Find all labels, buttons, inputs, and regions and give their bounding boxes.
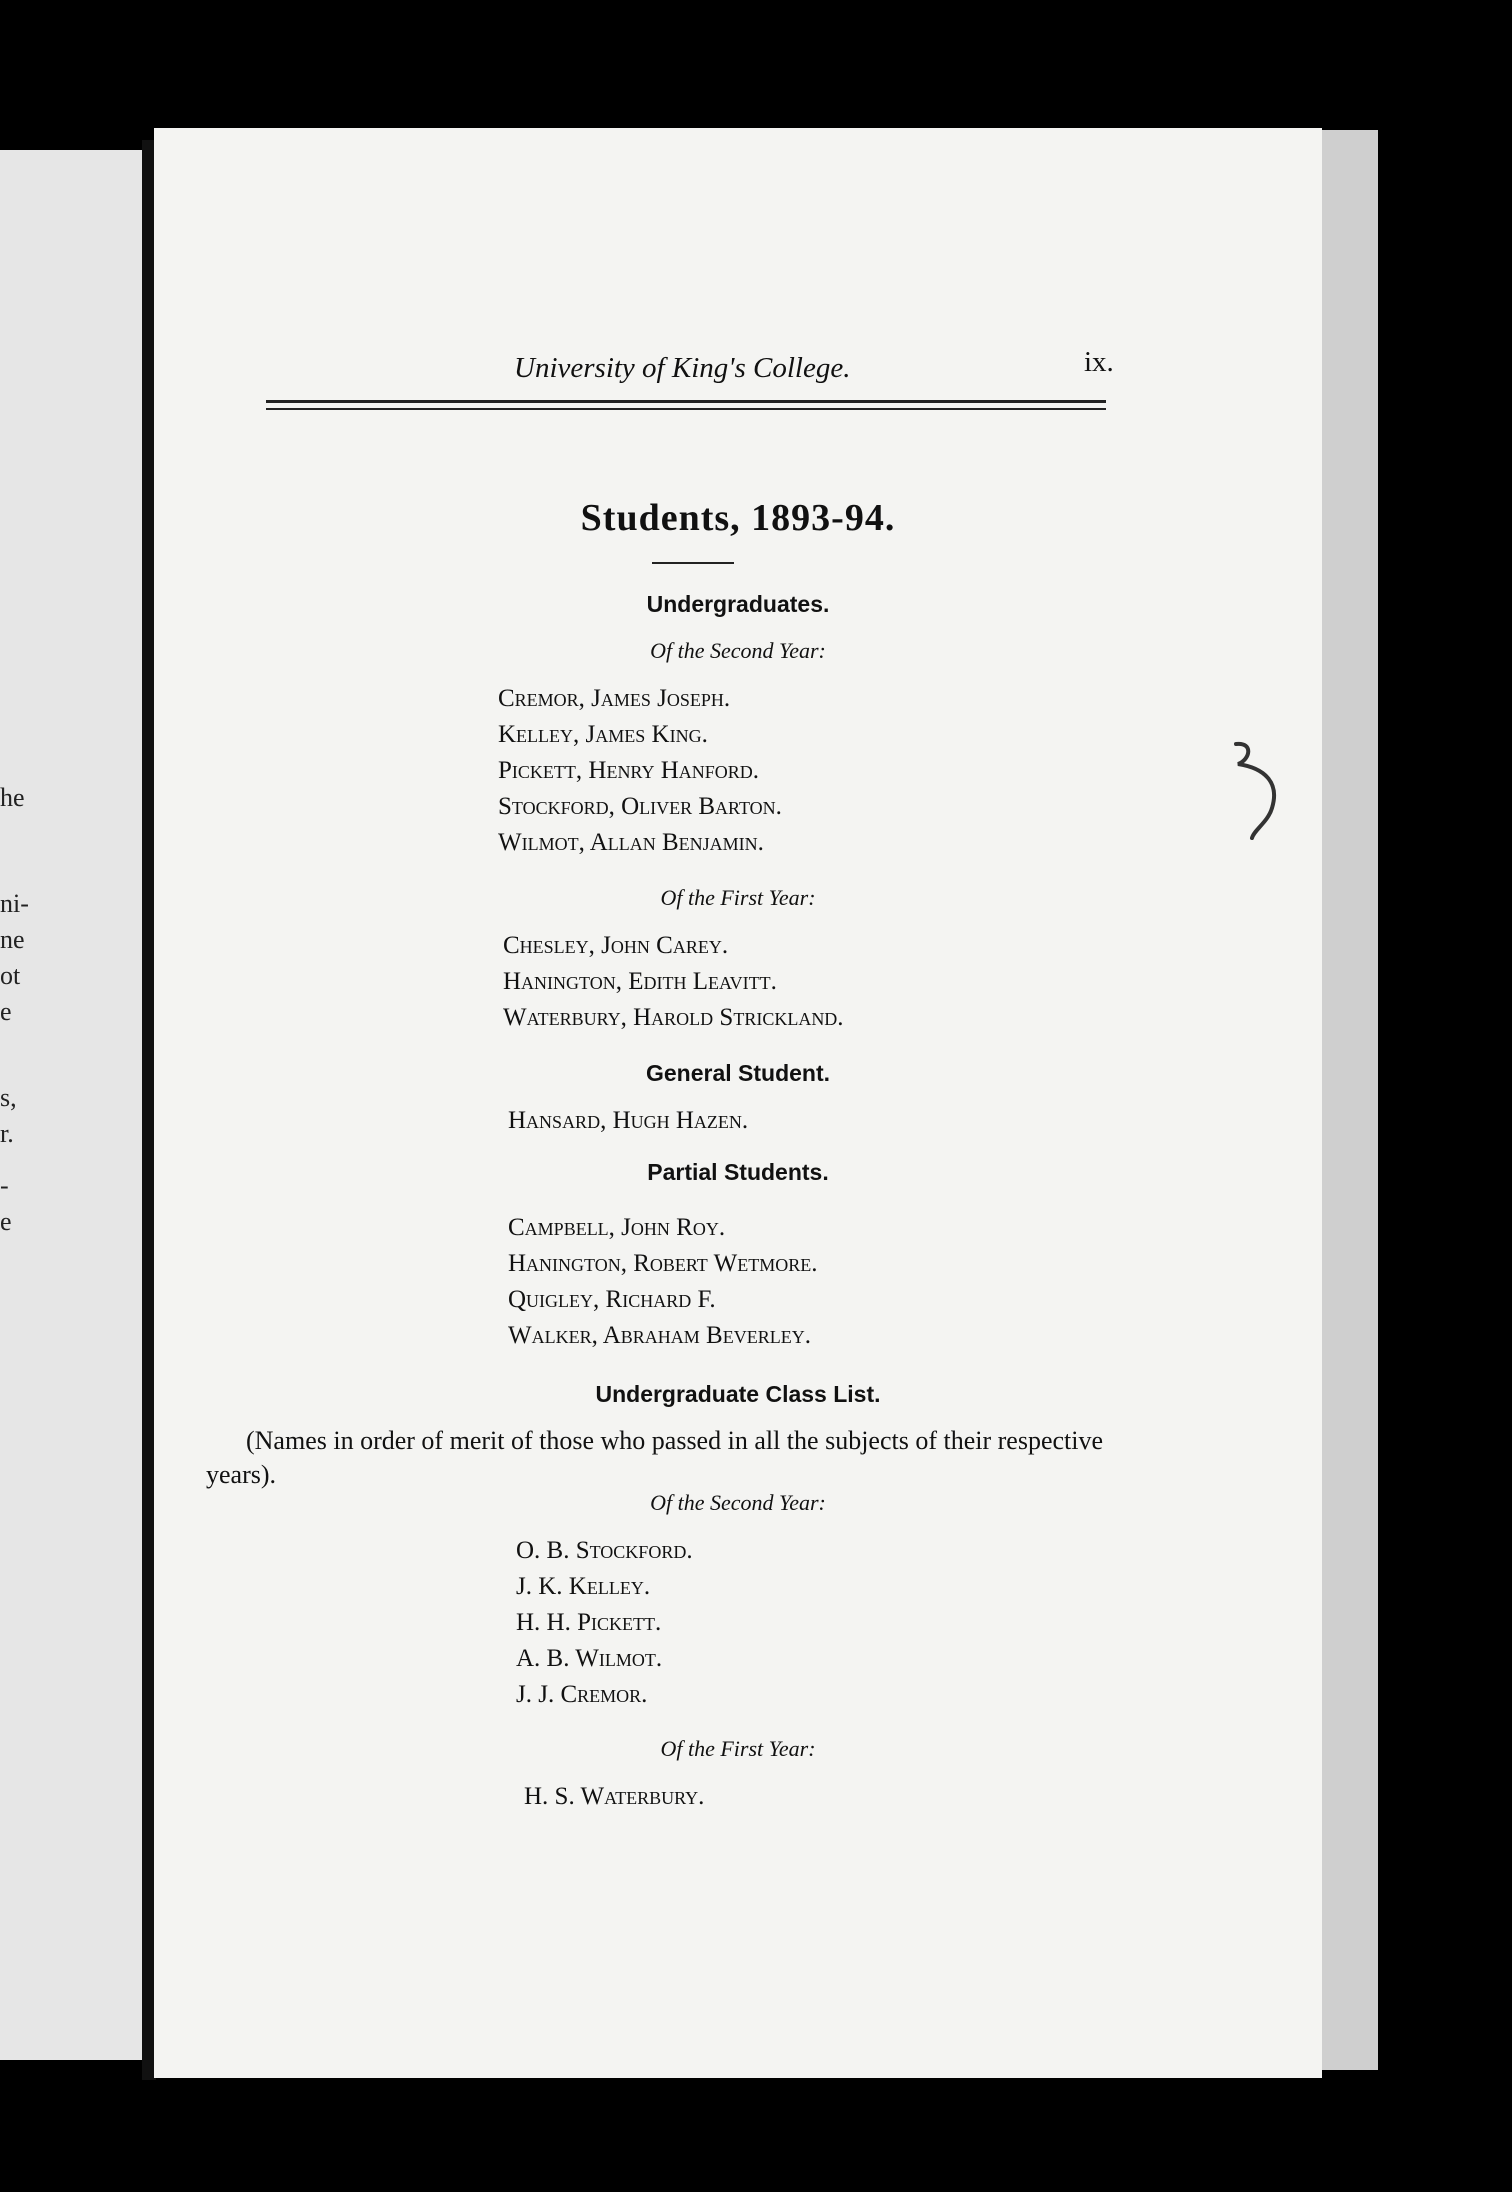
first-year-students-list [503, 928, 844, 1036]
list-item: Cremor, James Joseph. [498, 685, 731, 712]
list-item: Wilmot, Allan Benjamin. [498, 829, 764, 856]
left-page [0, 150, 150, 2060]
page-title: Students, 1893-94. [580, 497, 896, 539]
list-item: Pickett, Henry Hanford. [498, 757, 760, 784]
list-item: J. J. Cremor. [516, 1681, 648, 1708]
subheading-class-second-year: Of the Second Year: [650, 1490, 826, 1515]
subheading-first-year: Of the First Year: [660, 885, 816, 910]
list-item: A. B. Wilmot. [516, 1645, 663, 1672]
list-item: H. S. Waterbury. [524, 1783, 705, 1810]
section-heading-general-student: General Student. [645, 1060, 831, 1086]
left-fragment: he [0, 783, 25, 812]
class-list-first-year [524, 1779, 704, 1815]
title-rule [652, 562, 734, 564]
subheading-class-first-year: Of the First Year: [660, 1736, 816, 1761]
left-fragment: e [0, 1207, 12, 1236]
list-item: Chesley, John Carey. [503, 932, 729, 959]
section-heading-class-list: Undergraduate Class List. [595, 1381, 881, 1407]
header-rule-bottom [266, 408, 1106, 410]
document-page [154, 128, 1322, 2078]
list-item: Waterbury, Harold Strickland. [503, 1004, 844, 1031]
class-list-second-year [516, 1533, 693, 1713]
page-number: ix. [1084, 346, 1114, 378]
section-heading-undergraduates: Undergraduates. [646, 591, 830, 617]
left-fragment: ot [0, 961, 21, 990]
list-item: Kelley, James King. [498, 721, 708, 748]
page-stack-edge [1318, 130, 1378, 2070]
list-item: J. K. Kelley. [516, 1573, 651, 1600]
left-fragment: e [0, 997, 12, 1026]
list-item: Hansard, Hugh Hazen. [508, 1107, 749, 1134]
left-fragment: s, [0, 1083, 17, 1112]
list-item: Campbell, John Roy. [508, 1214, 726, 1241]
left-fragment: ni- [0, 889, 29, 918]
left-fragment: - [0, 1171, 9, 1200]
section-heading-partial-students: Partial Students. [647, 1159, 829, 1185]
class-list-note: (Names in order of merit of those who passed in all the subjects of their respective years). [206, 1426, 1104, 1489]
list-item: Hanington, Edith Leavitt. [503, 968, 777, 995]
list-item: Stockford, Oliver Barton. [498, 793, 782, 820]
left-fragment: ne [0, 925, 25, 954]
list-item: Walker, Abraham Beverley. [508, 1322, 811, 1349]
list-item: O. B. Stockford. [516, 1537, 693, 1564]
running-head: University of King's College. [514, 352, 851, 384]
left-fragment: r. [0, 1119, 14, 1148]
list-item: Quigley, Richard F. [508, 1286, 716, 1313]
list-item: Hanington, Robert Wetmore. [508, 1250, 818, 1277]
partial-students-list [508, 1210, 817, 1354]
subheading-second-year: Of the Second Year: [650, 638, 826, 663]
second-year-students-list [498, 681, 782, 861]
list-item: H. H. Pickett. [516, 1609, 662, 1636]
general-student-list [508, 1103, 748, 1139]
header-rule-top [266, 400, 1106, 403]
pencil-mark-icon [1224, 738, 1294, 848]
